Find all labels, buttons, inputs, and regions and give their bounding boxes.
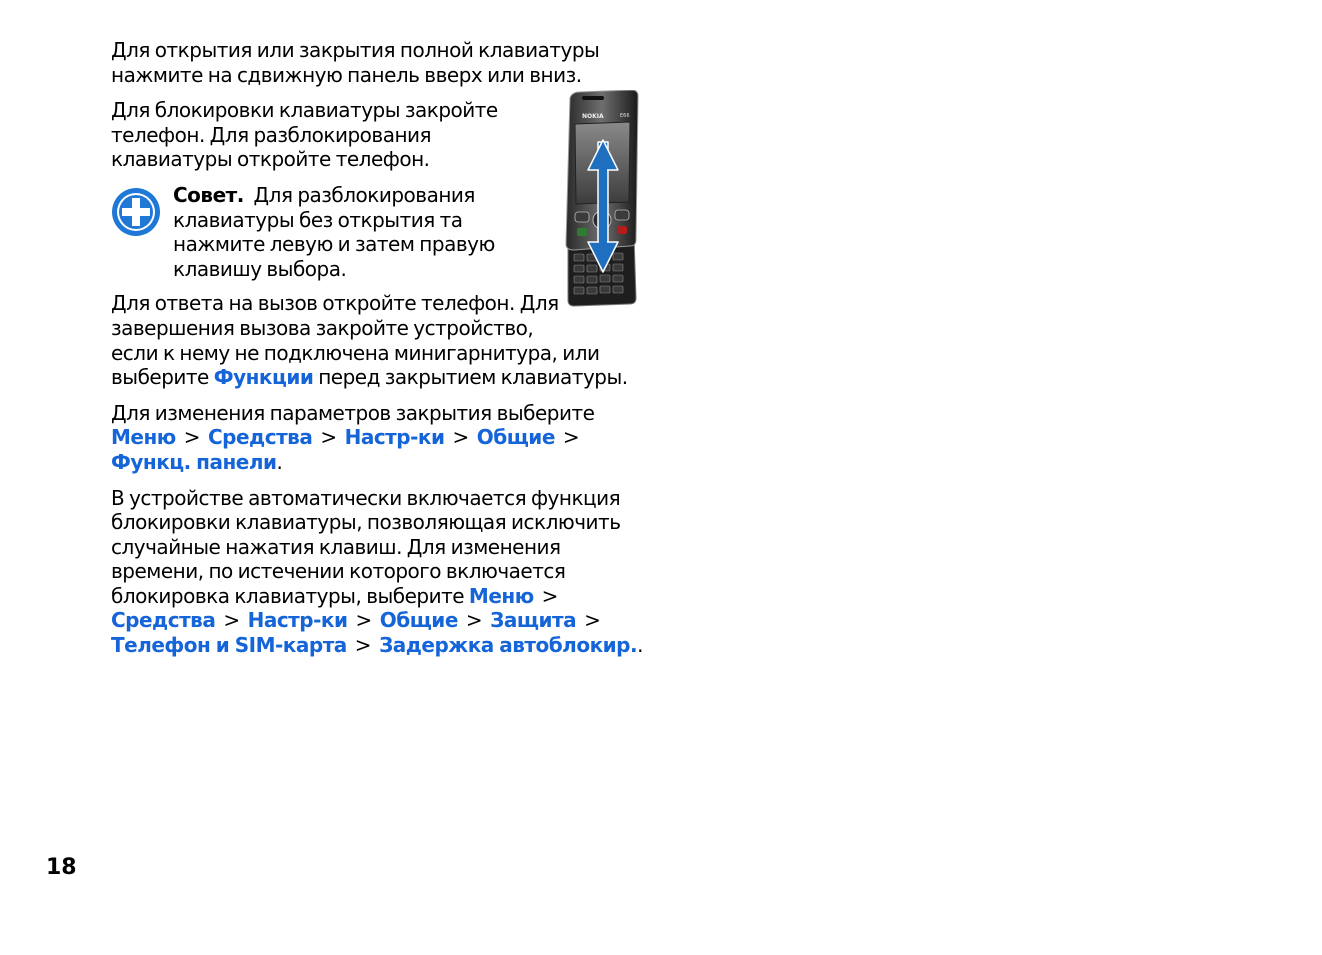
text-line: если к нему не подключена минигарнитура, или (111, 340, 600, 365)
path-separator: > (584, 608, 601, 633)
path-separator: > (541, 583, 558, 608)
paragraph-autolock (111, 486, 651, 658)
page-number: 18 (46, 855, 77, 880)
path-separator: > (355, 608, 372, 633)
phone-model-label: E66 (620, 113, 630, 119)
text-line: случайные нажатия клавиш. Для изменения (111, 534, 561, 559)
path-separator: > (320, 425, 337, 450)
paragraph-slide-keyboard (111, 38, 651, 87)
text-fragment: перед закрытием клавиатуры. (318, 365, 628, 390)
text-fragment: выберите (111, 365, 209, 390)
text-line: клавишу выбора. (173, 256, 347, 281)
text-line: блокировки клавиатуры, позволяющая исключить (111, 510, 621, 535)
menu-path-settings[interactable]: Настр-ки (247, 608, 348, 633)
text-line: Для изменения параметров закрытия выберите (111, 400, 595, 425)
menu-path-slide-handling[interactable]: Функц. панели (111, 449, 277, 474)
tip-title: Совет. (173, 182, 244, 207)
text-line: клавиатуры без открытия та (173, 207, 463, 232)
path-separator: > (354, 633, 372, 658)
text-line: завершения вызова закройте устройство, (111, 315, 534, 340)
period: . (276, 449, 283, 474)
paragraph-keyboard-lock (111, 98, 531, 172)
paragraph-closing-settings (111, 401, 651, 475)
text-line: времени, по истечении которого включается (111, 559, 566, 584)
menu-path-menu[interactable]: Меню (111, 425, 176, 450)
menu-path-general[interactable]: Общие (379, 608, 458, 633)
options-link[interactable]: Функции (213, 365, 314, 390)
text-line: нажмите на сдвижную панель вверх или вниз. (111, 62, 582, 87)
text-line: Для ответа на вызов откройте телефон. Для (111, 291, 559, 316)
menu-path-tools[interactable]: Средства (111, 608, 216, 633)
text-line: Для разблокирования (253, 182, 475, 207)
text-fragment: блокировка клавиатуры, выберите (111, 583, 465, 608)
menu-path-settings[interactable]: Настр-ки (344, 425, 445, 450)
period: . (637, 633, 643, 658)
slide-phone-image (560, 90, 642, 308)
text-line: В устройстве автоматически включается функция (111, 485, 621, 510)
path-separator: > (183, 425, 200, 450)
text-line: нажмите левую и затем правую (173, 232, 495, 257)
tip-box (111, 183, 593, 281)
path-separator: > (465, 608, 483, 633)
menu-path-phone-sim[interactable]: Телефон и SIM-карта (111, 633, 347, 658)
menu-path-security[interactable]: Защита (490, 608, 577, 633)
path-separator: > (452, 425, 469, 450)
text-line: клавиатуры откройте телефон. (111, 147, 430, 172)
text-line: Для блокировки клавиатуры закройте (111, 98, 498, 123)
path-separator: > (562, 425, 580, 450)
text-line: Для открытия или закрытия полной клавиатуры (111, 38, 600, 62)
phone-brand-label: NOKIA (582, 113, 604, 120)
menu-path-autolock-period[interactable]: Задержка автоблокир. (379, 633, 638, 658)
plus-circle-icon (111, 187, 161, 237)
menu-path-tools[interactable]: Средства (208, 425, 313, 450)
menu-path-menu[interactable]: Меню (468, 583, 534, 608)
menu-path-general[interactable]: Общие (476, 425, 555, 450)
text-line: телефон. Для разблокирования (111, 122, 432, 147)
path-separator: > (223, 608, 240, 633)
